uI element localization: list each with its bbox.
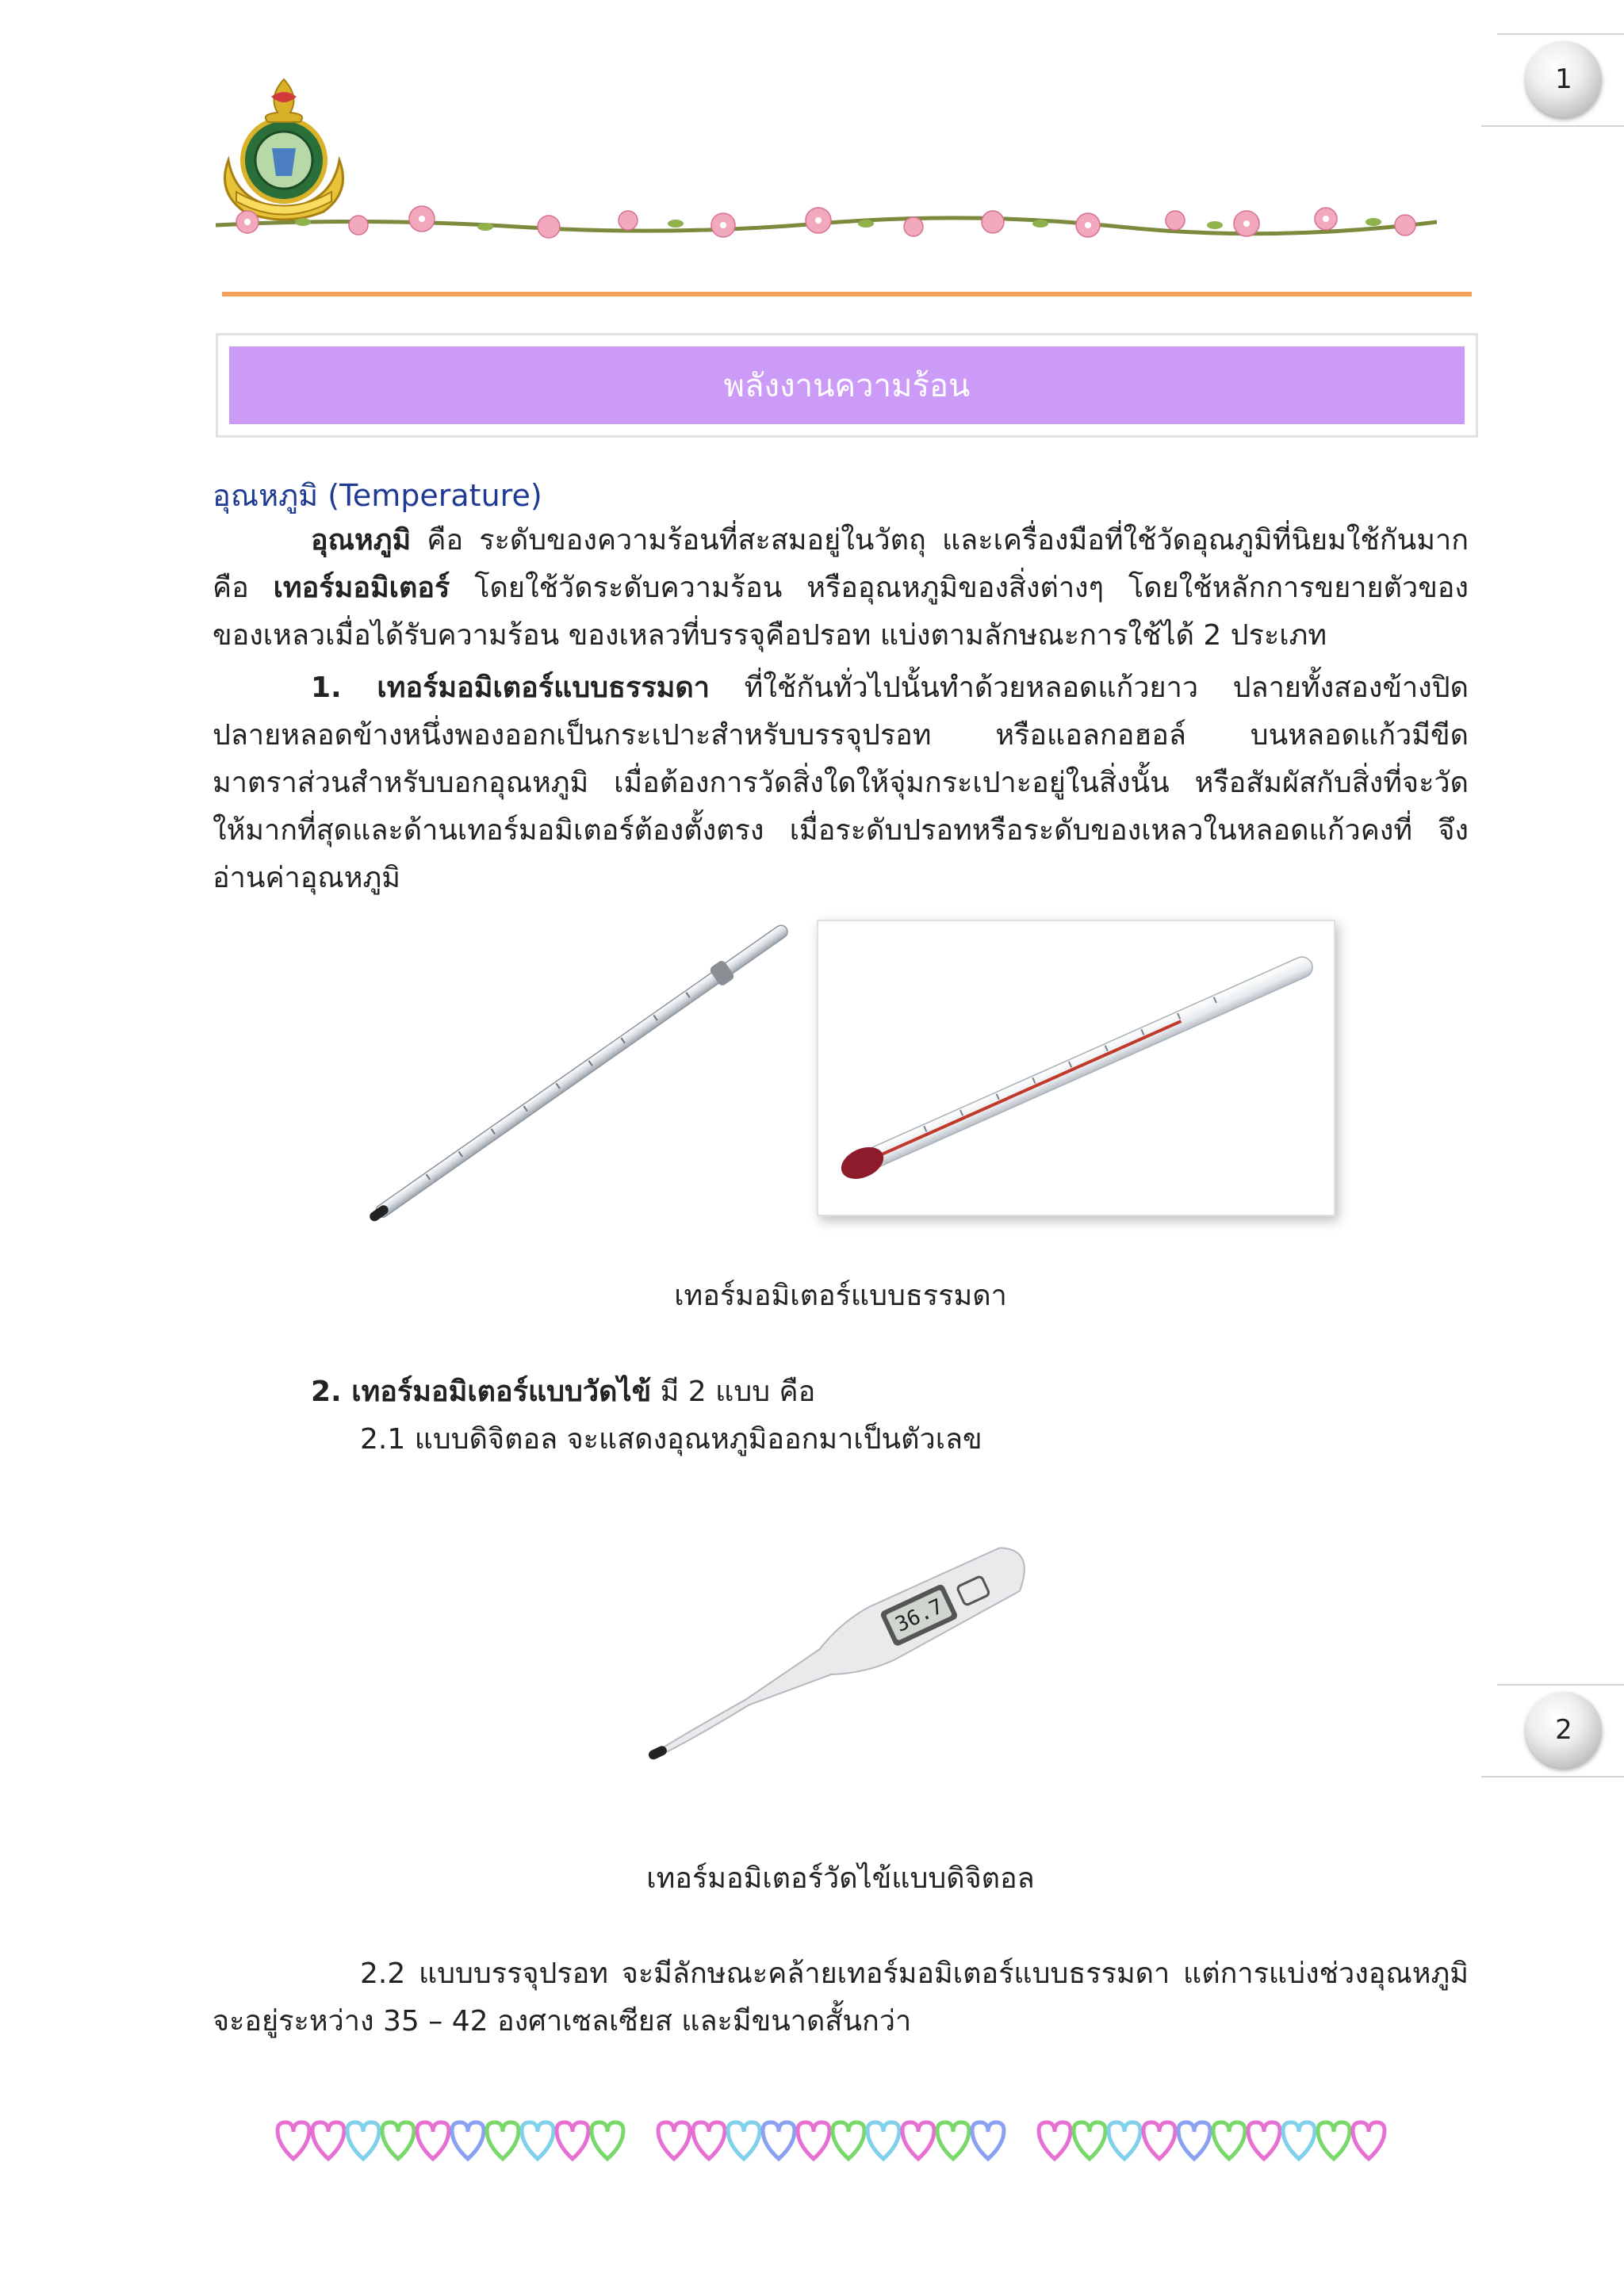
digital-thermometer-image [619,1506,1063,1808]
term-bold: 2. เทอร์มอมิเตอร์แบบวัดไข้ [311,1376,652,1408]
cherry-blossom-garland [216,190,1437,254]
page-number-badge [1526,1692,1602,1768]
colorful-hearts-border [270,2105,1411,2184]
item-digital [360,1416,1470,1464]
image-caption: เทอร์มอมิเตอร์แบบธรรมดา [674,1280,1007,1312]
caption-digital-thermometer [213,1855,1469,1900]
display-reading: 36.7 [891,1594,948,1637]
page-number: 1 [1555,63,1572,95]
item-mercury [213,1950,1469,2045]
paragraph-fever-thermometer [213,1368,1469,1416]
page-title: พลังงานความร้อน [723,368,971,404]
caption-normal-thermometer [213,1272,1469,1318]
page-number-tab-2 [1481,1684,1624,1777]
image-caption: เทอร์มอมิเตอร์วัดไข้แบบดิจิตอล [646,1862,1035,1895]
page-number-badge [1526,41,1602,117]
red-thermometer-image [817,920,1335,1216]
section-heading-text: อุณหภูมิ (Temperature) [213,478,542,513]
page-number: 2 [1555,1714,1572,1746]
page-number-tab-1 [1481,33,1624,127]
list-item-text: 2.2 แบบบรรจุปรอท จะมีลักษณะคล้ายเทอร์มอมิเตอร์แบบธรรมดา แต่การแบ่งช่วงอุณหภูมิจะอยู่ระหว่าง 35 – 42 องศาเซลเซียส และมีขนาดสั้นกว่า [213,1957,1469,2038]
term-bold: เทอร์มอมิเตอร์ [273,572,450,604]
list-item-text: 2.1 แบบดิจิตอล จะแสดงอุณหภูมิออกมาเป็นตัวเลข [360,1423,982,1456]
term-bold: 1. เทอร์มอมิเตอร์แบบธรรมดา [311,672,710,704]
paragraph-definition [213,517,1469,660]
glass-thermometer-image [333,920,825,1229]
paragraph-text: มี 2 แบบ คือ [651,1376,816,1408]
section-heading [213,471,1469,519]
paragraph-normal-thermometer [213,664,1469,902]
header-divider [222,292,1472,297]
paragraph-text: โดยใช้วัดระดับความร้อน หรืออุณหภูมิของสิ่งต่างๆ โดยใช้หลักการขยายตัวของของเหลวเมื่อได้รับความร้อน ของเหลวที่บรรจุคือปรอท แบ่งตามลักษณะการใช้ได้ 2 ประเภท [213,572,1469,652]
paragraph-text: ที่ใช้กันทั่วไปนั้นทำด้วยหลอดแก้วยาว ปลายทั้งสองข้างปิด ปลายหลอดข้างหนึ่งพองออกเป็นกระเปาะสำหรับบรรจุปรอท หรือแอลกอฮอล์ บนหลอดแก้วมีขีดมาตราส่วนสำหรับบอกอุณหภูมิ เมื่อต้องการวัดสิ่งใดให้จุ่มกระเปาะอยู่ในสิ่งนั้น หรือสัมผัสกับสิ่งที่จะวัดให้มากที่สุดและด้านเทอร์มอมิเตอร์ต้องตั้งตรง เมื่อระดับปรอทหรือระดับของเหลวในหลอดแก้วคงที่ จึงอ่านค่าอุณหภูมิ [213,672,1469,894]
title-box [216,333,1478,438]
term-bold: อุณหภูมิ [311,524,412,557]
paragraph-text: คือ ระดับของความร้อนที่สะสมอยู่ในวัตถุ และเครื่องมือที่ใช้วัดอุณภูมิที่นิยมใช้กันมากคือ [213,524,1469,604]
